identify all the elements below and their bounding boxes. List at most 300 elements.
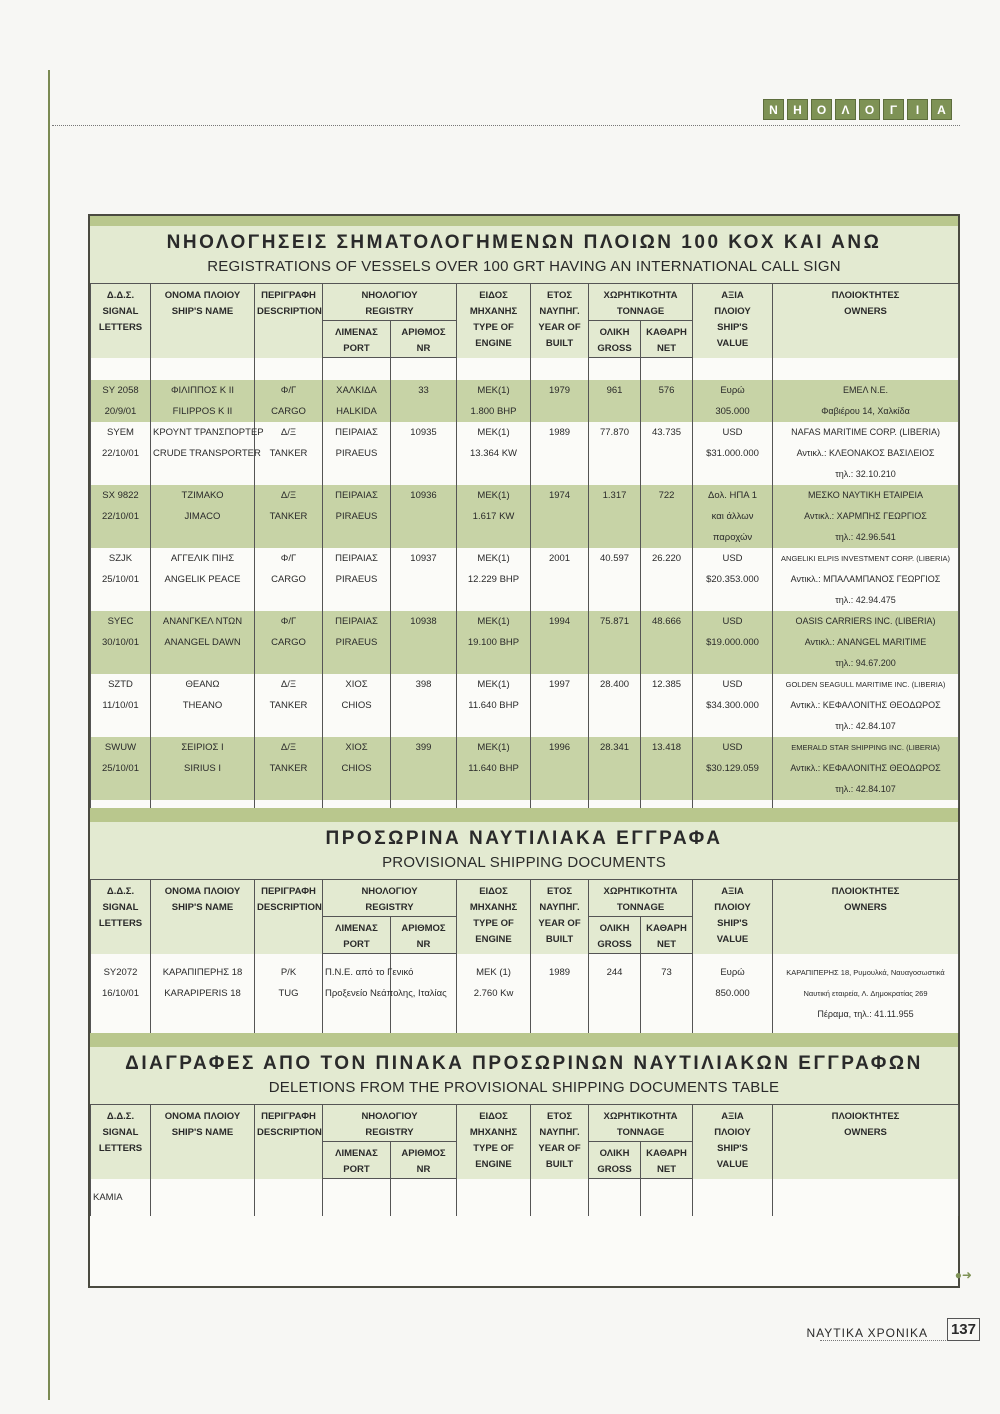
- registrations-title-gr: ΝΗΟΛΟΓΗΣΕΙΣ ΣΗΜΑΤΟΛΟΓΗΜΕΝΩΝ ΠΛΟΙΩΝ 100 ΚΟΧ ΚΑΙ ΑΝΩ: [166, 232, 882, 253]
- column-header-line: SIGNAL: [102, 306, 139, 317]
- column-header-line: VALUE: [716, 338, 749, 349]
- vessel-row: [91, 548, 959, 569]
- column-header-line: ΕΤΟΣ: [546, 290, 573, 301]
- vessel-cell: [531, 653, 589, 674]
- vessel-cell: 16/10/01: [91, 983, 151, 1004]
- column-header-line: YEAR OF: [538, 918, 581, 929]
- vessel-cell: [641, 443, 693, 464]
- registrations-table: [90, 284, 959, 808]
- column-header-line: REGISTRY: [365, 306, 414, 317]
- vessel-row: [91, 527, 959, 548]
- column-header-line: VALUE: [716, 934, 749, 945]
- column-header-line: ΠΛΟΙΟΚΤΗΤΕΣ: [831, 1111, 900, 1122]
- col-port: [323, 1142, 391, 1179]
- vessel-cell: [391, 464, 457, 485]
- vessel-cell: Δολ. ΗΠΑ 1: [693, 485, 773, 506]
- col-engine-type: [457, 1105, 531, 1179]
- section-tag-letter: Α: [931, 99, 952, 120]
- col-registry: [323, 284, 457, 321]
- column-header-line: ΑΡΙΘΜΟΣ: [401, 327, 446, 338]
- vessel-cell: [589, 569, 641, 590]
- vessel-cell: [531, 506, 589, 527]
- col-registry-nr: [391, 1142, 457, 1179]
- vessel-cell: [323, 716, 391, 737]
- vessel-cell: ANANGEL DAWN: [151, 632, 255, 653]
- column-header-line: ΧΩΡΗΤΙΚΟΤΗΤΑ: [603, 290, 678, 301]
- vessel-cell: [693, 464, 773, 485]
- vessel-cell: [589, 464, 641, 485]
- page-number: 137: [947, 1318, 980, 1341]
- vessel-cell: [323, 1187, 391, 1208]
- column-header-line: SIGNAL: [102, 902, 139, 913]
- vessel-cell: 10938: [391, 611, 457, 632]
- vessel-cell: [641, 527, 693, 548]
- vessel-cell: TANKER: [255, 443, 323, 464]
- vessel-cell: PIRAEUS: [323, 632, 391, 653]
- vessel-cell: Ευρώ: [693, 380, 773, 401]
- col-gross: [589, 917, 641, 954]
- column-header-line: ΠΛΟΙΟΚΤΗΤΕΣ: [831, 290, 900, 301]
- vessel-cell: 722: [641, 485, 693, 506]
- column-header-line: SHIP'S NAME: [171, 306, 234, 317]
- column-header-line: ΛΙΜΕΝΑΣ: [335, 327, 378, 338]
- vessel-cell: Προξενείο Νεάπολης, Ιταλίας: [323, 983, 391, 1004]
- vessel-cell: ΑΝΑΝΓΚΕΛ ΝΤΩΝ: [151, 611, 255, 632]
- vessel-cell: 22/10/01: [91, 443, 151, 464]
- vessel-row: [91, 962, 959, 983]
- col-year-built: [531, 284, 589, 358]
- column-header-line: LETTERS: [98, 322, 143, 333]
- column-header-line: NET: [657, 939, 677, 950]
- vessel-cell: 1.317: [589, 485, 641, 506]
- vessel-cell: [391, 569, 457, 590]
- vessel-cell: 244: [589, 962, 641, 983]
- col-tonnage: [589, 284, 693, 321]
- column-header-line: YEAR OF: [538, 1143, 581, 1154]
- column-header-line: ΧΩΡΗΤΙΚΟΤΗΤΑ: [603, 886, 678, 897]
- vessel-cell: [589, 716, 641, 737]
- vessel-cell: ΑΓΓΕΛΙΚ ΠΙΗΣ: [151, 548, 255, 569]
- section-tag-letter: Η: [787, 99, 808, 120]
- vessel-cell: ΜΕΚ(1): [457, 422, 531, 443]
- column-header-line: Δ.Δ.Σ.: [106, 1111, 135, 1122]
- vessel-row: [91, 401, 959, 422]
- vessel-cell: 576: [641, 380, 693, 401]
- vessel-row: [91, 443, 959, 464]
- column-header-line: ΜΗΧΑΝΗΣ: [469, 1127, 518, 1138]
- column-header-line: ΟΝΟΜΑ ΠΛΟΙΟΥ: [164, 290, 241, 301]
- vessel-cell: [693, 1187, 773, 1208]
- vessel-cell: ΕΜΕΛ Ν.Ε.: [773, 380, 959, 401]
- vessel-cell: [323, 653, 391, 674]
- provisional-title-gr: ΠΡΟΣΩΡΙΝΑ ΝΑΥΤΙΛΙΑΚΑ ΕΓΓΡΑΦΑ: [325, 828, 723, 849]
- vessel-row: [91, 737, 959, 758]
- vessel-cell: [641, 590, 693, 611]
- vessel-cell: 77.870: [589, 422, 641, 443]
- vessel-cell: [91, 716, 151, 737]
- col-owners: [773, 880, 959, 954]
- vessel-cell: [391, 401, 457, 422]
- vessel-cell: 11/10/01: [91, 695, 151, 716]
- section-tag-letter: Ο: [859, 99, 880, 120]
- vessel-cell: 25/10/01: [91, 569, 151, 590]
- vessel-cell: USD: [693, 548, 773, 569]
- column-header-line: ENGINE: [475, 1159, 512, 1170]
- column-header-line: ΛΙΜΕΝΑΣ: [335, 1148, 378, 1159]
- vessel-cell: [531, 569, 589, 590]
- column-header-line: GROSS: [597, 343, 632, 354]
- vessel-cell: ΘΕΑΝΩ: [151, 674, 255, 695]
- vessel-cell: [531, 1187, 589, 1208]
- column-header-line: Δ.Δ.Σ.: [106, 290, 135, 301]
- vessel-cell: CHIOS: [323, 758, 391, 779]
- column-header-line: SHIP'S NAME: [171, 902, 234, 913]
- vessel-row: [91, 506, 959, 527]
- col-year-built: [531, 1105, 589, 1179]
- vessel-cell: και άλλων: [693, 506, 773, 527]
- vessel-cell: FILIPPOS K II: [151, 401, 255, 422]
- vessel-cell: ΚΡΟΥΝΤ ΤΡΑΝΣΠΟΡΤΕΡ: [151, 422, 255, 443]
- vessel-cell: [391, 527, 457, 548]
- column-header-line: ΕΤΟΣ: [546, 1111, 573, 1122]
- vessel-cell: 305.000: [693, 401, 773, 422]
- col-engine-type: [457, 880, 531, 954]
- vessel-cell: [457, 590, 531, 611]
- column-header-line: ΝΗΟΛΟΓΙΟΥ: [361, 1111, 418, 1122]
- vessel-cell: [91, 590, 151, 611]
- vessel-cell: τηλ.: 42.84.107: [773, 716, 959, 737]
- vessel-cell: τηλ.: 42.84.107: [773, 779, 959, 800]
- vessel-row: [91, 569, 959, 590]
- column-header-line: NR: [416, 343, 431, 354]
- column-header-line: NET: [657, 343, 677, 354]
- col-tonnage: [589, 1105, 693, 1142]
- column-header-line: ΑΡΙΘΜΟΣ: [401, 1148, 446, 1159]
- vessel-row: [91, 758, 959, 779]
- vessel-row: [91, 632, 959, 653]
- column-header-line: ΠΛΟΙΟΥ: [714, 902, 751, 913]
- vessel-cell: [323, 1004, 391, 1025]
- vessel-cell: 22/10/01: [91, 506, 151, 527]
- vessel-row: [91, 380, 959, 401]
- vessel-cell: USD: [693, 611, 773, 632]
- column-header-line: GROSS: [597, 939, 632, 950]
- column-header-line: DESCRIPTION: [257, 902, 322, 913]
- vessel-cell: παροχών: [693, 527, 773, 548]
- vessel-cell: [391, 695, 457, 716]
- vessel-cell: 28.341: [589, 737, 641, 758]
- vessel-cell: [589, 1187, 641, 1208]
- col-gross: [589, 321, 641, 358]
- vessel-cell: SX 9822: [91, 485, 151, 506]
- vessel-cell: CARGO: [255, 401, 323, 422]
- vessel-cell: ΜΕΣΚΟ ΝΑΥΤΙΚΗ ΕΤΑΙΡΕΙΑ: [773, 485, 959, 506]
- vessel-cell: 11.640 BHP: [457, 758, 531, 779]
- vessel-cell: 11.640 BHP: [457, 695, 531, 716]
- column-header-line: TYPE OF: [473, 322, 514, 333]
- column-header-line: LETTERS: [98, 1143, 143, 1154]
- vessel-cell: USD: [693, 674, 773, 695]
- deletions-table: [90, 1105, 959, 1216]
- column-header-line: DESCRIPTION: [257, 1127, 322, 1138]
- vessel-cell: [323, 527, 391, 548]
- vessel-cell: [641, 983, 693, 1004]
- deletions-heading: [90, 1033, 958, 1105]
- provisional-title-en: PROVISIONAL SHIPPING DOCUMENTS: [382, 854, 666, 871]
- vessel-row: [91, 422, 959, 443]
- column-header-line: ΚΑΘΑΡΗ: [646, 1148, 687, 1159]
- vessel-cell: TANKER: [255, 506, 323, 527]
- vessel-cell: 10937: [391, 548, 457, 569]
- vessel-cell: TANKER: [255, 758, 323, 779]
- vessel-cell: [589, 653, 641, 674]
- vessel-cell: Αντικλ.: ΚΕΦΑΛΟΝΙΤΗΣ ΘΕΟΔΩΡΟΣ: [773, 695, 959, 716]
- vessel-cell: Φαβιέρου 14, Χαλκίδα: [773, 401, 959, 422]
- vessel-cell: SYEC: [91, 611, 151, 632]
- column-header-line: PORT: [343, 939, 370, 950]
- column-header-line: ΟΝΟΜΑ ΠΛΟΙΟΥ: [164, 886, 241, 897]
- vessel-cell: [391, 443, 457, 464]
- vessel-row: [91, 1004, 959, 1025]
- vessel-cell: 13.418: [641, 737, 693, 758]
- vessel-row: [91, 590, 959, 611]
- vessel-cell: [457, 653, 531, 674]
- vessel-cell: 1.617 KW: [457, 506, 531, 527]
- column-header-line: ΝΑΥΠΗΓ.: [539, 306, 580, 317]
- column-header-line: PORT: [343, 343, 370, 354]
- vessel-cell: 33: [391, 380, 457, 401]
- vessel-cell: ΜΕΚ(1): [457, 674, 531, 695]
- continue-arrow-icon: ●➜: [954, 1268, 972, 1282]
- vessel-cell: [391, 1004, 457, 1025]
- vessel-cell: [91, 1004, 151, 1025]
- column-header-line: TYPE OF: [473, 1143, 514, 1154]
- col-engine-type: [457, 284, 531, 358]
- vessel-cell: ΧΙΟΣ: [323, 674, 391, 695]
- vessel-cell: [589, 1004, 641, 1025]
- vessel-cell: 19.100 BHP: [457, 632, 531, 653]
- vessel-cell: 12.385: [641, 674, 693, 695]
- vessel-cell: τηλ.: 94.67.200: [773, 653, 959, 674]
- column-header-line: NR: [416, 1164, 431, 1175]
- section-tag: [763, 99, 952, 120]
- col-ship-value: [693, 880, 773, 954]
- vessel-row: [91, 1187, 959, 1208]
- vessel-cell: Φ/Γ: [255, 380, 323, 401]
- vessel-cell: $20.353.000: [693, 569, 773, 590]
- vessel-cell: $30.129.059: [693, 758, 773, 779]
- column-header-line: SHIP'S: [717, 1143, 748, 1154]
- vessel-cell: 28.400: [589, 674, 641, 695]
- vessel-cell: [531, 632, 589, 653]
- vessel-cell: [641, 506, 693, 527]
- vessel-cell: [531, 1004, 589, 1025]
- column-header-line: GROSS: [597, 1164, 632, 1175]
- column-header-line: ΝΗΟΛΟΓΙΟΥ: [361, 290, 418, 301]
- vessel-cell: PIRAEUS: [323, 506, 391, 527]
- column-header-line: ΕΙΔΟΣ: [479, 886, 508, 897]
- vessel-cell: [91, 653, 151, 674]
- column-header-line: ΜΗΧΑΝΗΣ: [469, 306, 518, 317]
- magazine-name: ΝΑΥΤΙΚΑ ΧΡΟΝΙΚΑ: [806, 1326, 928, 1340]
- provisional-table: [90, 880, 959, 1033]
- vessel-cell: Φ/Γ: [255, 611, 323, 632]
- vessel-cell: [641, 1187, 693, 1208]
- column-header-line: ΟΝΟΜΑ ΠΛΟΙΟΥ: [164, 1111, 241, 1122]
- col-ship-value: [693, 284, 773, 358]
- col-owners: [773, 1105, 959, 1179]
- vessel-cell: 1997: [531, 674, 589, 695]
- vessel-row: [91, 611, 959, 632]
- column-header-line: DESCRIPTION: [257, 306, 322, 317]
- col-gross: [589, 1142, 641, 1179]
- column-header-line: ΟΛΙΚΗ: [599, 923, 630, 934]
- vessel-cell: [323, 779, 391, 800]
- vessel-row: [91, 674, 959, 695]
- vessel-cell: CHIOS: [323, 695, 391, 716]
- vessel-cell: [457, 1004, 531, 1025]
- vessel-row: [91, 983, 959, 1004]
- vessel-cell: ΤΖΙΜΑΚΟ: [151, 485, 255, 506]
- vessel-cell: USD: [693, 737, 773, 758]
- section-tag-letter: Λ: [835, 99, 856, 120]
- vessel-cell: 398: [391, 674, 457, 695]
- column-header-line: TONNAGE: [616, 306, 665, 317]
- vessel-cell: 48.666: [641, 611, 693, 632]
- vessel-cell: Αντικλ.: ANANGEL MARITIME: [773, 632, 959, 653]
- vessel-cell: [589, 506, 641, 527]
- column-header-line: ΑΞΙΑ: [721, 1111, 744, 1122]
- vessel-cell: ΠΕΙΡΑΙΑΣ: [323, 485, 391, 506]
- vessel-cell: 10935: [391, 422, 457, 443]
- column-header-line: NET: [657, 1164, 677, 1175]
- vessel-cell: [531, 401, 589, 422]
- column-header-line: NR: [416, 939, 431, 950]
- vessel-cell: Δ/Ξ: [255, 737, 323, 758]
- col-description: [255, 284, 323, 358]
- vessel-cell: CARGO: [255, 632, 323, 653]
- vessel-cell: 1.800 BHP: [457, 401, 531, 422]
- vessel-cell: [457, 464, 531, 485]
- vessel-cell: 20/9/01: [91, 401, 151, 422]
- vessel-cell: ΜΕΚ(1): [457, 737, 531, 758]
- vessel-cell: [641, 653, 693, 674]
- vessel-cell: SZJK: [91, 548, 151, 569]
- vessel-cell: [641, 779, 693, 800]
- vessel-cell: [589, 590, 641, 611]
- section-tag-letter: Γ: [883, 99, 904, 120]
- column-header-line: ΚΑΘΑΡΗ: [646, 923, 687, 934]
- vessel-cell: TUG: [255, 983, 323, 1004]
- vessel-cell: ΠΕΙΡΑΙΑΣ: [323, 548, 391, 569]
- col-registry: [323, 1105, 457, 1142]
- vessel-cell: NAFAS MARITIME CORP. (LIBERIA): [773, 422, 959, 443]
- vessel-cell: ΧΙΟΣ: [323, 737, 391, 758]
- vessel-cell: ANGELIKI ELPIS INVESTMENT CORP. (LIBERIA): [773, 548, 959, 569]
- vessel-cell: [589, 401, 641, 422]
- vessel-cell: [91, 527, 151, 548]
- vessel-row: [91, 653, 959, 674]
- vessel-cell: [151, 653, 255, 674]
- vessel-cell: [151, 779, 255, 800]
- vessel-cell: [255, 464, 323, 485]
- vessel-cell: SWUW: [91, 737, 151, 758]
- vessel-cell: ΦΙΛΙΠΠΟΣ Κ ΙΙ: [151, 380, 255, 401]
- column-header-line: ΠΕΡΙΓΡΑΦΗ: [261, 1111, 316, 1122]
- vessel-cell: TANKER: [255, 695, 323, 716]
- column-header-line: ΟΛΙΚΗ: [599, 327, 630, 338]
- vessel-cell: [151, 590, 255, 611]
- vessel-cell: τηλ.: 42.94.475: [773, 590, 959, 611]
- vessel-cell: [531, 527, 589, 548]
- vessel-cell: [589, 983, 641, 1004]
- column-header-line: ΝΑΥΠΗΓ.: [539, 902, 580, 913]
- vessel-cell: EMERALD STAR SHIPPING INC. (LIBERIA): [773, 737, 959, 758]
- vessel-cell: [91, 779, 151, 800]
- vessel-cell: [151, 464, 255, 485]
- column-header-line: ΠΕΡΙΓΡΑΦΗ: [261, 290, 316, 301]
- column-header-line: ΧΩΡΗΤΙΚΟΤΗΤΑ: [603, 1111, 678, 1122]
- vessel-cell: Φ/Γ: [255, 548, 323, 569]
- vessel-cell: GOLDEN SEAGULL MARITIME INC. (LIBERIA): [773, 674, 959, 695]
- column-header-line: ΑΡΙΘΜΟΣ: [401, 923, 446, 934]
- column-header-line: SHIP'S: [717, 322, 748, 333]
- vessel-cell: [589, 443, 641, 464]
- vessel-cell: [255, 779, 323, 800]
- col-signal-letters: [91, 880, 151, 954]
- vessel-cell: Ρ/Κ: [255, 962, 323, 983]
- col-signal-letters: [91, 284, 151, 358]
- vessel-cell: τηλ.: 42.96.541: [773, 527, 959, 548]
- vessel-cell: [531, 464, 589, 485]
- vessel-cell: [151, 1004, 255, 1025]
- vessel-row: [91, 779, 959, 800]
- vessel-cell: [255, 527, 323, 548]
- vessel-cell: 850.000: [693, 983, 773, 1004]
- vessel-cell: [589, 632, 641, 653]
- vessel-cell: [773, 1187, 959, 1208]
- col-registry-nr: [391, 917, 457, 954]
- vessel-cell: [641, 401, 693, 422]
- col-ship-name: [151, 284, 255, 358]
- vessel-cell: 26.220: [641, 548, 693, 569]
- vessel-cell: [457, 527, 531, 548]
- vessel-cell: [457, 1187, 531, 1208]
- column-header-line: SIGNAL: [102, 1127, 139, 1138]
- column-header-line: REGISTRY: [365, 1127, 414, 1138]
- col-net: [641, 1142, 693, 1179]
- vessel-row: [91, 464, 959, 485]
- section-tag-letter: Ι: [907, 99, 928, 120]
- column-header-line: ΑΞΙΑ: [721, 290, 744, 301]
- vessel-cell: Αντικλ.: ΧΑΡΜΠΗΣ ΓΕΩΡΓΙΟΣ: [773, 506, 959, 527]
- col-ship-name: [151, 1105, 255, 1179]
- column-header-line: ENGINE: [475, 934, 512, 945]
- provisional-heading: [90, 808, 958, 880]
- col-signal-letters: [91, 1105, 151, 1179]
- column-header-line: TONNAGE: [616, 902, 665, 913]
- column-header-line: ΠΕΡΙΓΡΑΦΗ: [261, 886, 316, 897]
- vessel-cell: [693, 653, 773, 674]
- vessel-cell: [391, 1187, 457, 1208]
- vessel-cell: SY2072: [91, 962, 151, 983]
- column-header-line: ΑΞΙΑ: [721, 886, 744, 897]
- vessel-cell: [151, 716, 255, 737]
- vessel-cell: KARAPIPERIS 18: [151, 983, 255, 1004]
- vessel-cell: [693, 1004, 773, 1025]
- vessel-cell: USD: [693, 422, 773, 443]
- deletions-title-gr: ΔΙΑΓΡΑΦΕΣ ΑΠΟ ΤΟΝ ΠΙΝΑΚΑ ΠΡΟΣΩΡΙΝΩΝ ΝΑΥΤΙΛΙΑΚΩΝ ΕΓΓΡΑΦΩΝ: [125, 1053, 923, 1074]
